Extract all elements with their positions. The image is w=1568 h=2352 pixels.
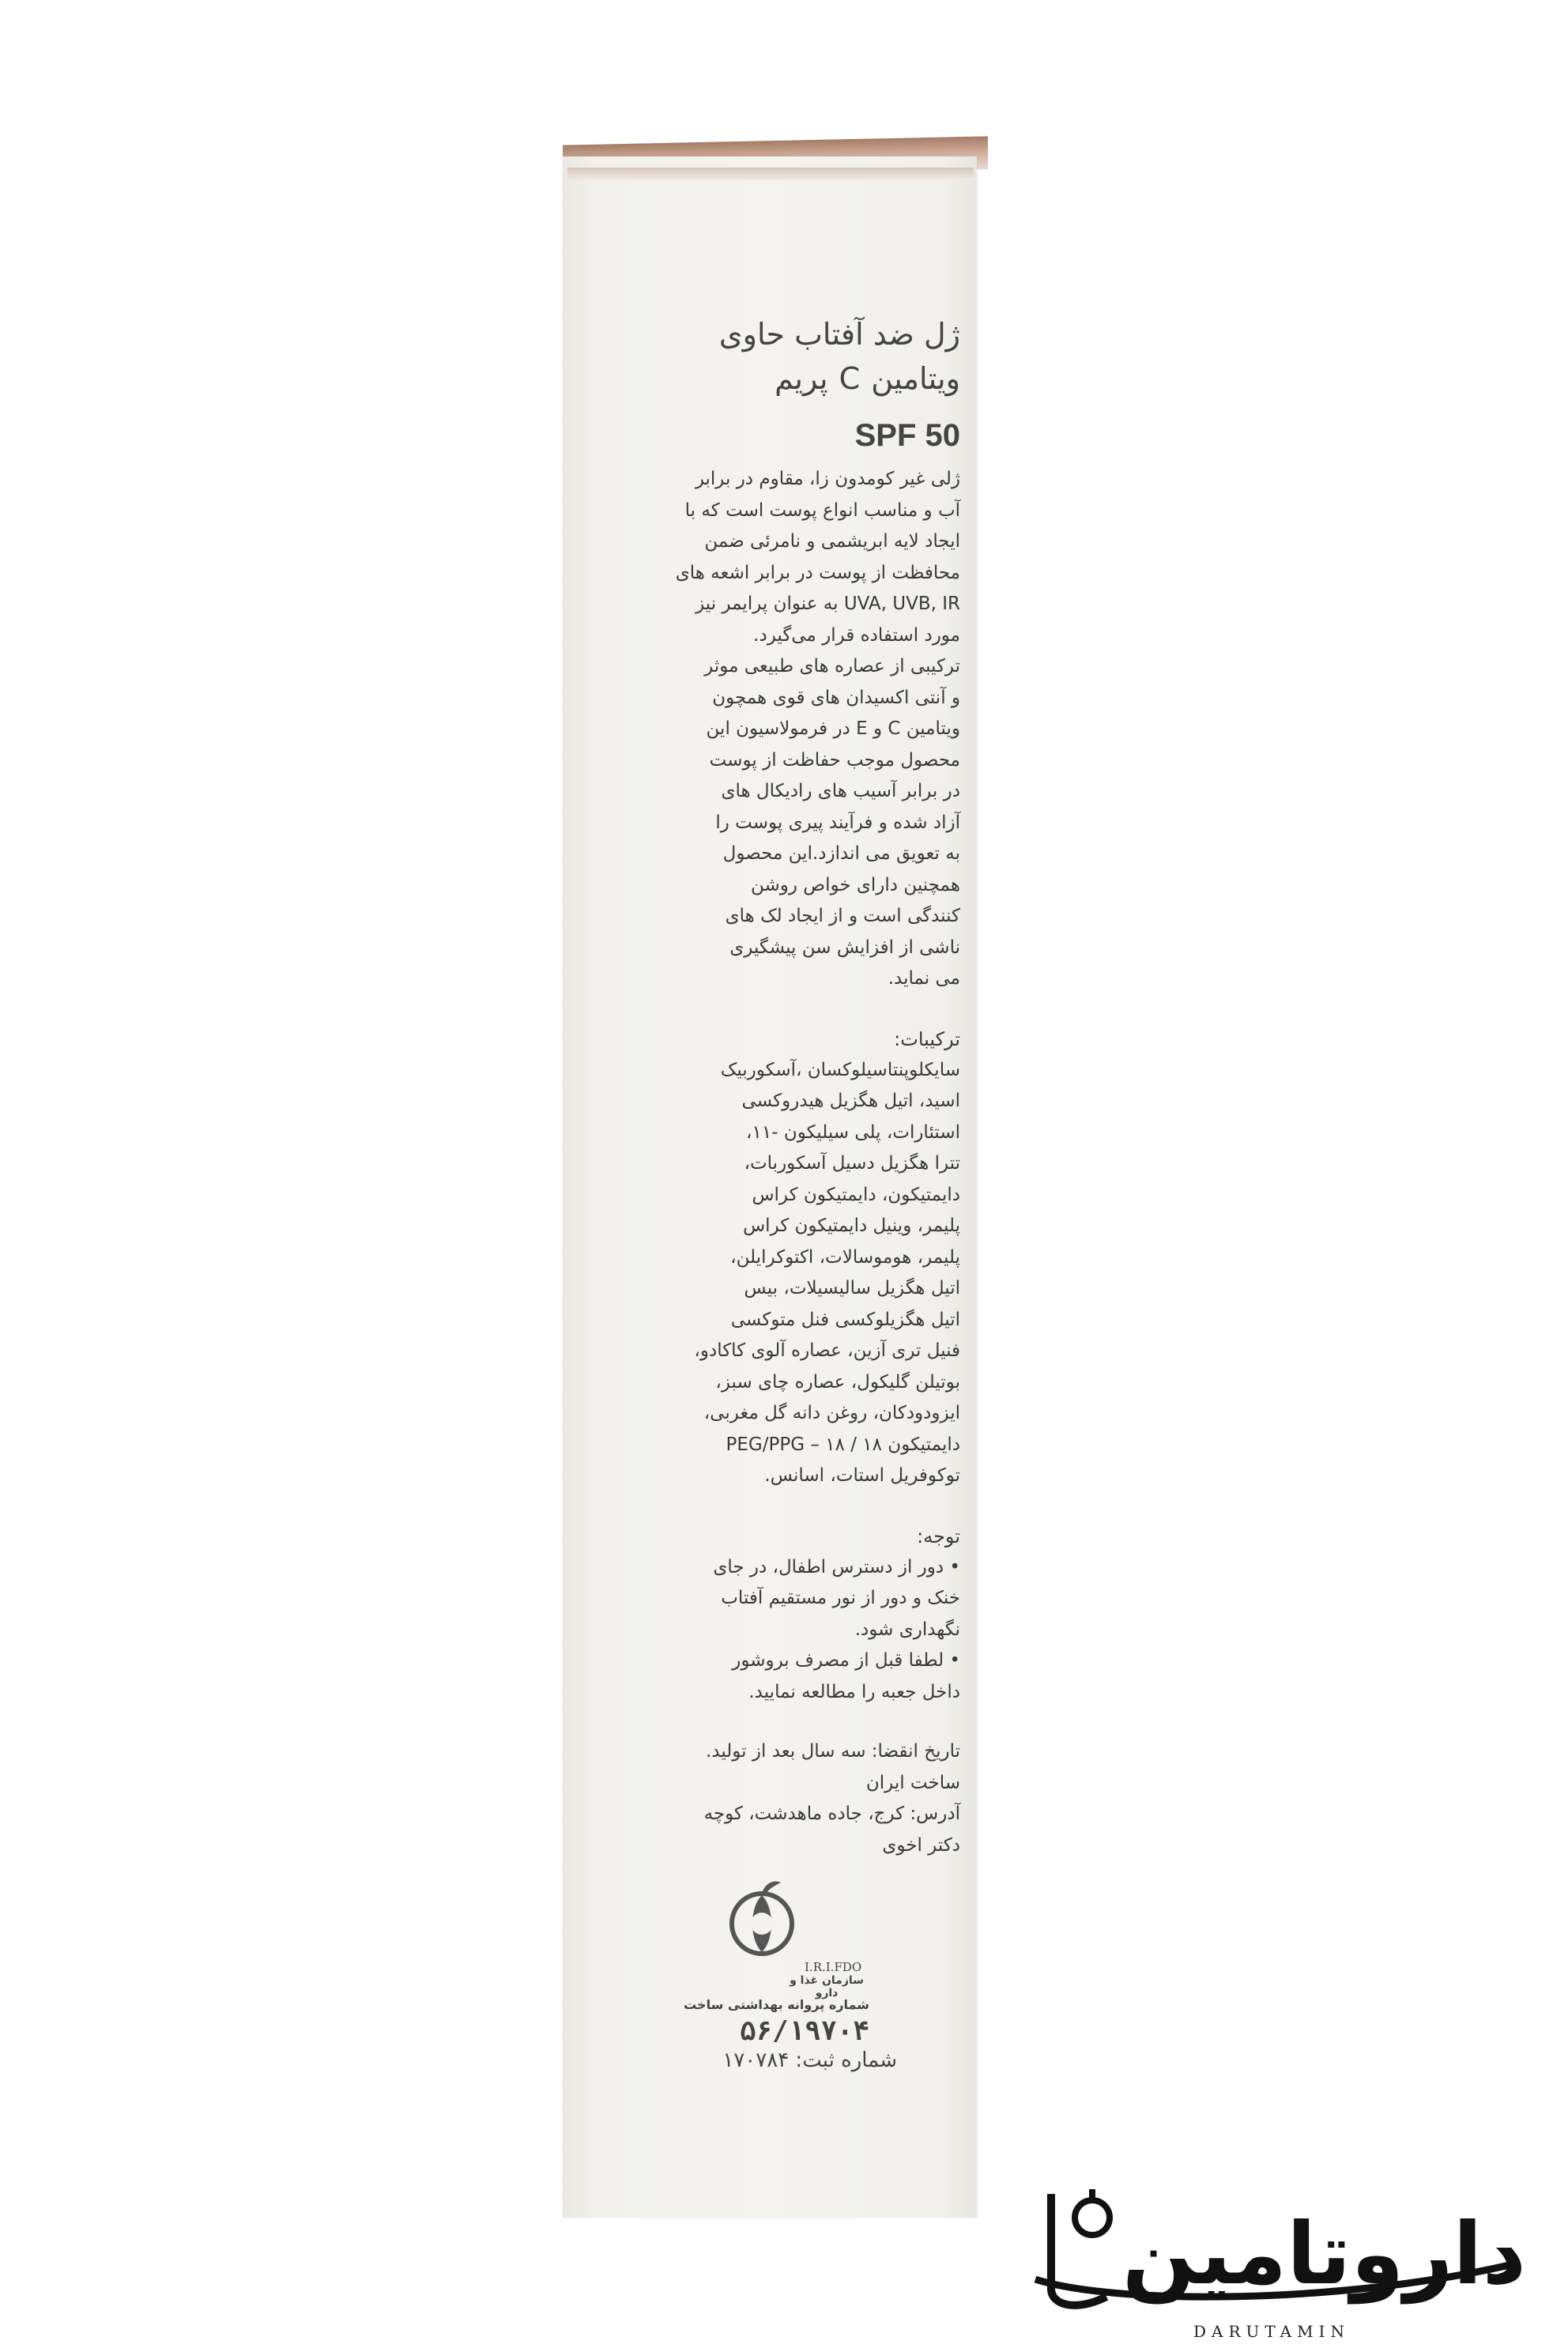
ingredient-line: توکوفریل استات، اسانس. [764,1465,960,1486]
note-line: • دور از دسترس اطفال، در جای [713,1556,960,1577]
description-line: ایجاد لایه ابریشمی و نامرئی ضمن [704,531,960,552]
description-line: محصول موجب حفاظت از پوست [709,749,960,771]
fdo-abbr: I.R.I.FDO [805,1960,862,1974]
made-in-text: ساخت ایران [865,1772,960,1793]
registration-number: شماره ثبت: ۱۷۰۷۸۴ [722,2049,897,2072]
ingredient-line: اتیل هگزیل سالیسیلات، بیس [744,1278,960,1298]
license-number: ۵۶/۱۹۷۰۴ [740,2015,869,2047]
description-line: آب و مناسب انواع پوست است که با [684,499,960,521]
watermark-text: داروتامین [1122,2205,1526,2304]
license-label: شماره پروانه بهداشتی ساخت [684,1997,869,2012]
description-line: ویتامین C و E در فرمولاسیون این [706,718,960,739]
ingredients-heading: ترکیبات: [894,1027,960,1050]
address-line: دکتر اخوی [882,1834,960,1856]
ingredient-line: اتیل هگزیلوکسی فنل متوکسی [730,1309,960,1330]
notes-bullet-1 [601,1552,960,1646]
description-line: محافظت از پوست در برابر اشعه های [675,562,960,583]
ingredient-line: بوتیلن گلیکول، عصاره چای سبز، [715,1371,960,1393]
ingredient-line: سایکلوپنتاسیلوکسان ،آسکوربیک [720,1059,960,1080]
note-line: نگهداری شود. [854,1619,960,1640]
ingredient-line: پلیمر، هوموسالات، اکتوکرایلن، [730,1246,960,1268]
spf-label: SPF 50 [854,418,960,453]
description-line: به تعویق می اندازد.این محصول [722,843,960,864]
address-line: آدرس: کرج، جاده ماهدشت، کوچه [703,1804,960,1824]
ingredient-line: پلیمر، وینیل دایمتیکون کراس [743,1216,960,1236]
note-line: خنک و دور از نور مستقیم آفتاب [721,1588,960,1608]
description-line: آزاد شده و فرآیند پیری پوست را [715,812,960,833]
description-line: همچنین دارای خواص روشن [750,874,960,895]
description-line: UVA, UVB, IR به عنوان پرایمر نیز [695,594,960,614]
product-title-line2: ویتامین C پریم [775,361,960,396]
description-line: مورد استفاده قرار می‌گیرد. [753,624,960,646]
description-line: کنندگی است و از ایجاد لک های [725,906,960,926]
note-line: • لطفا قبل از مصرف بروشور [732,1650,960,1671]
ingredient-line: دایمتیکون، دایمتیکون کراس [752,1184,960,1205]
description-line: می نماید. [888,968,960,989]
watermark-latin: DARUTAMIN [1193,2322,1350,2341]
description-line: ترکیبی از عصاره های طبیعی موثر [704,656,960,677]
description-line: و آنتی اکسیدان های قوی همچون [712,687,960,708]
notes-bullet-2 [601,1645,960,1708]
description-line: در برابر آسیب های رادیکال های [721,781,960,801]
description-line: ناشی از افزایش سن پیشگیری [729,937,960,958]
ingredient-line: تترا هگزیل دسیل آسکوربات، [744,1153,960,1174]
ingredient-line: فنیل تری آزین، عصاره آلوی کاکادو، [694,1340,960,1361]
notes-heading: توجه: [917,1525,960,1547]
expiry-text: تاریخ انقضا: سه سال بعد از تولید. [705,1741,960,1762]
ingredient-line: اسید، اتیل هگزیل هیدروکسی [741,1091,960,1111]
product-title-line1: ژل ضد آفتاب حاوی [718,317,960,352]
ingredient-line: ایزودودکان، روغن دانه گل مغربی، [703,1403,960,1423]
ingredient-line: استئارات، پلی سیلیکون -۱۱، [746,1121,960,1143]
description-paragraph-1 [601,464,960,651]
ingredients-list [601,1055,960,1492]
box-text-panel [601,312,960,1861]
fdo-name: سازمان غذا و دارو [790,1974,864,2000]
box-top-edge [567,168,974,180]
description-paragraph-2 [601,651,960,995]
ingredient-line: دایمتیکون ۱۸ / ۱۸ – PEG/PPG [726,1434,960,1455]
description-line: ژلی غیر کومدون زا، مقاوم در برابر [695,469,960,489]
note-line: داخل جعبه را مطالعه نمایید. [748,1681,960,1702]
